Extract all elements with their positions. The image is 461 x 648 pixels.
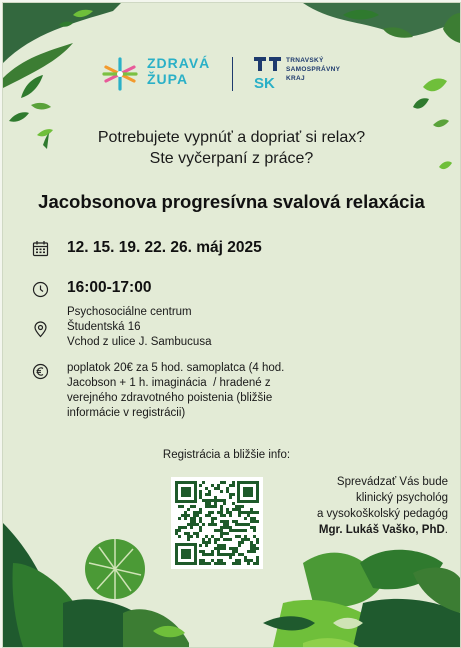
ttsk-line3: KRAJ — [286, 75, 305, 82]
registration-label: Registrácia a bližšie info: — [162, 449, 291, 461]
zdrava-line2: ŽUPA — [147, 71, 189, 87]
event-location — [67, 305, 211, 350]
zdrava-line1: ZDRAVÁ — [147, 55, 211, 71]
event-price — [67, 361, 327, 421]
ttsk-line1: TRNAVSKÝ — [286, 57, 324, 64]
event-time: 16:00-17:00 — [67, 279, 152, 296]
location-line1: Psychosociálne centrum — [67, 306, 192, 318]
calendar-icon — [32, 240, 49, 257]
logo-divider — [232, 57, 233, 91]
price-line4: informácie v registrácii) — [67, 407, 186, 419]
intro-questions — [3, 127, 460, 169]
location-line2: Študentská 16 — [67, 321, 141, 333]
intro-line2: Ste vyčerpaní z práce? — [149, 150, 314, 167]
location-pin-icon — [32, 321, 49, 338]
guide-line3: a vysokoškolský pedagóg — [316, 508, 448, 520]
guide-info — [258, 474, 448, 538]
clock-icon — [32, 281, 49, 298]
price-line1: poplatok 20€ za 5 hod. samoplatca (4 hod. — [67, 362, 285, 374]
intro-line1: Potrebujete vypnúť a dopriať si relax? — [97, 129, 366, 146]
price-line2: Jacobson + 1 h. imaginácia / hradené z — [67, 377, 271, 389]
guide-name-line — [258, 522, 448, 538]
ttsk-logo-icon — [253, 55, 283, 91]
location-line3: Vchod z ulice J. Sambucusa — [67, 336, 212, 348]
guide-name: Mgr. Lukáš Vaško, PhD — [318, 524, 445, 536]
registration-qr-code[interactable] — [171, 477, 263, 569]
poster — [2, 2, 461, 648]
ttsk-logo-text — [286, 56, 340, 83]
zdrava-zupa-logo-icon — [98, 55, 142, 93]
zdrava-zupa-logo-text — [147, 55, 210, 87]
page-title: Jacobsonova progresívna svalová relaxácia — [38, 191, 425, 212]
event-dates: 12. 15. 19. 22. 26. máj 2025 — [67, 239, 262, 256]
euro-icon — [32, 363, 49, 380]
svg-text:SK: SK — [254, 75, 275, 91]
ttsk-line2: SAMOSPRÁVNY — [286, 66, 341, 73]
price-line3: verejného zdravotného poistenia (bližšie — [67, 392, 273, 404]
guide-line1: Sprevádzať Vás bude — [336, 476, 448, 488]
guide-line2: klinický psychológ — [355, 492, 448, 504]
guide-name-suffix: . — [444, 524, 448, 536]
